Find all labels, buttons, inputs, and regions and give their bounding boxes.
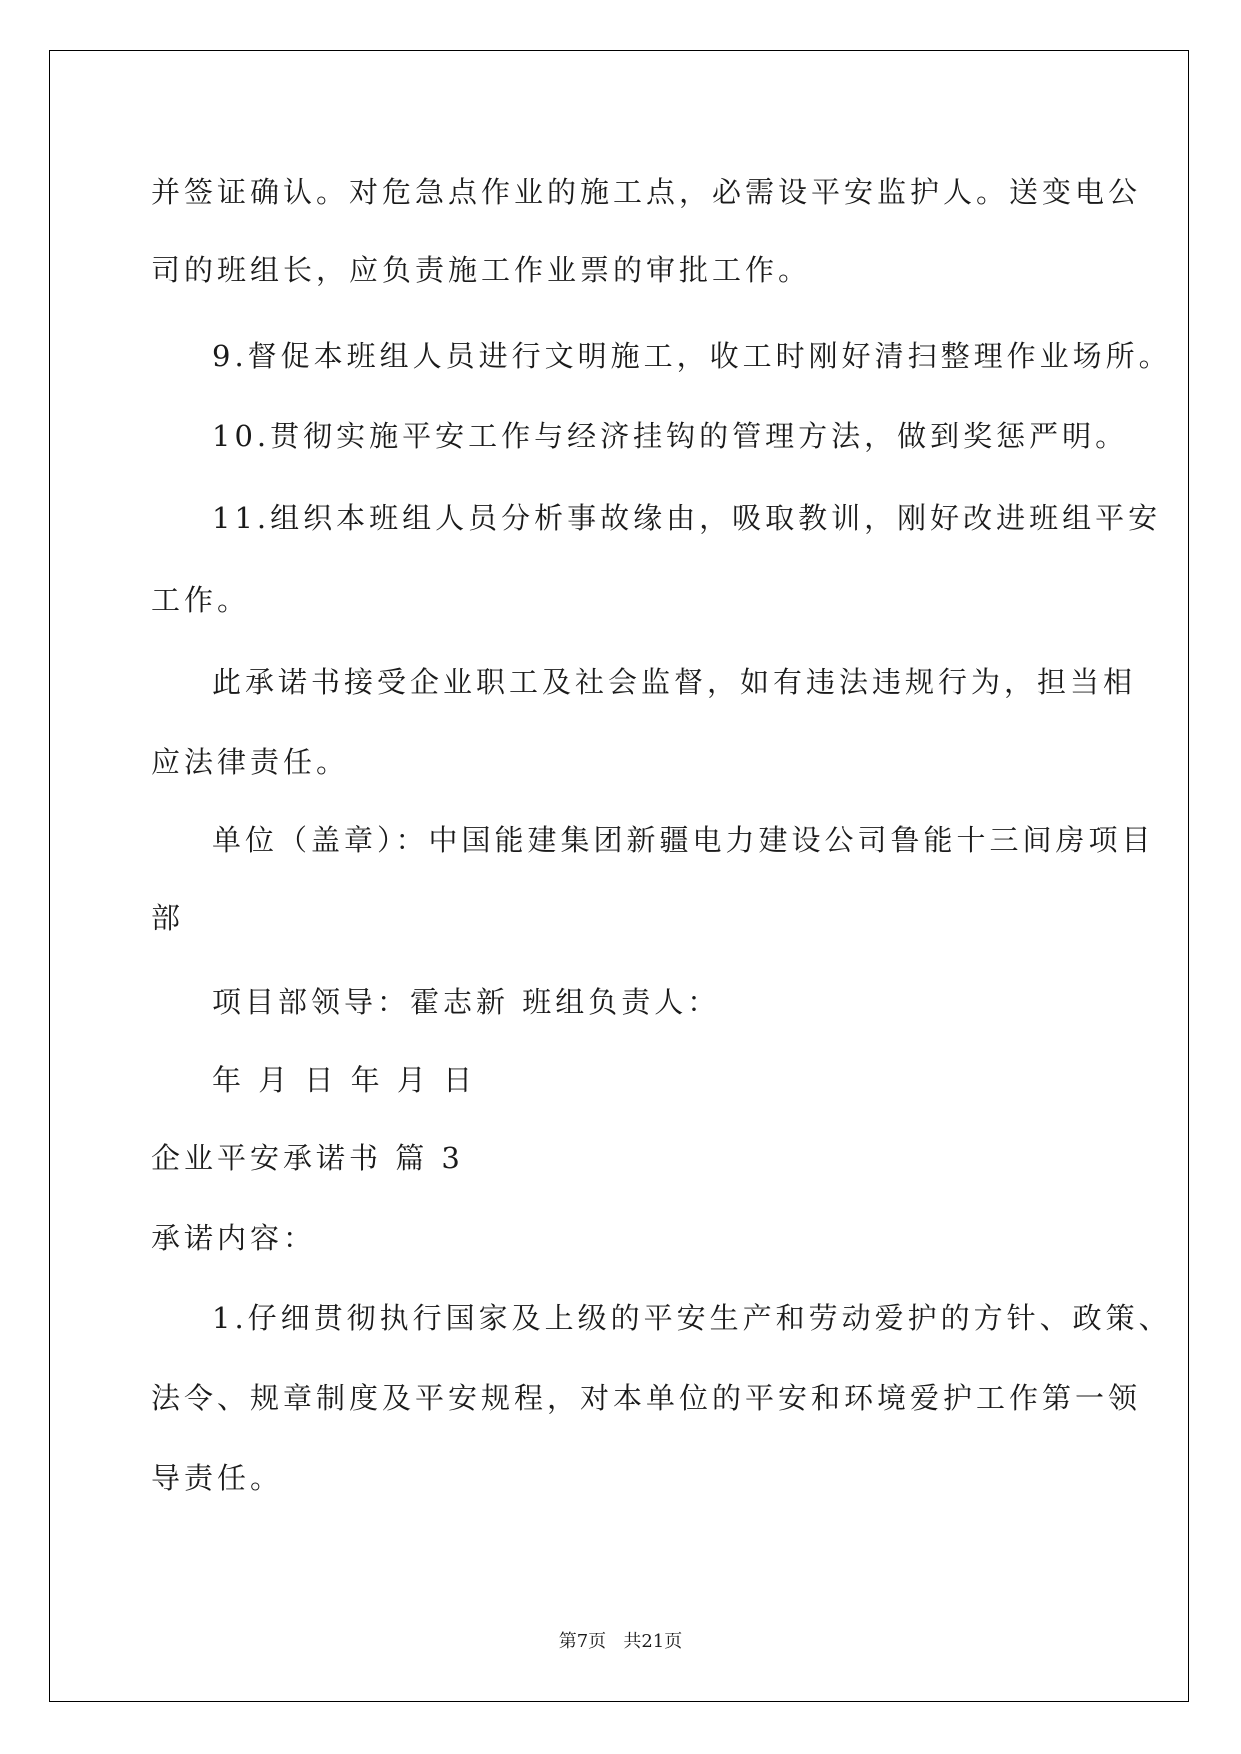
body-line: 法令、规章制度及平安规程，对本单位的平安和环境爱护工作第一领 [151,1381,1142,1415]
body-line: 项目部领导：霍志新 班组负责人： [212,985,721,1019]
body-line: 并签证确认。对危急点作业的施工点，必需设平安监护人。送变电公 [151,175,1142,209]
body-line: 11.组织本班组人员分析事故缘由，吸取教训，刚好改进班组平安 [212,501,1162,535]
body-line: 单位（盖章）：中国能建集团新疆电力建设公司鲁能十三间房项目 [212,823,1155,857]
page-number: 第7页 共21页 [558,1631,683,1652]
body-line: 司的班组长，应负责施工作业票的审批工作。 [151,253,812,287]
body-line: 导责任。 [151,1461,284,1495]
body-line: 承诺内容： [151,1221,317,1255]
section-heading: 企业平安承诺书 篇 3 [151,1141,464,1175]
body-line: 1.仔细贯彻执行国家及上级的平安生产和劳动爱护的方针、政策、 [212,1301,1172,1335]
page-border [49,50,1189,1702]
body-line: 10.贯彻实施平安工作与经济挂钩的管理方法，做到奖惩严明。 [212,419,1129,453]
body-line: 此承诺书接受企业职工及社会监督，如有违法违规行为，担当相 [212,665,1137,699]
body-line: 9.督促本班组人员进行文明施工，收工时刚好清扫整理作业场所。 [212,339,1172,373]
body-line: 年 月 日 年 月 日 [212,1063,477,1097]
body-line: 应法律责任。 [151,745,350,779]
body-line: 部 [151,901,185,935]
body-line: 工作。 [151,583,251,617]
